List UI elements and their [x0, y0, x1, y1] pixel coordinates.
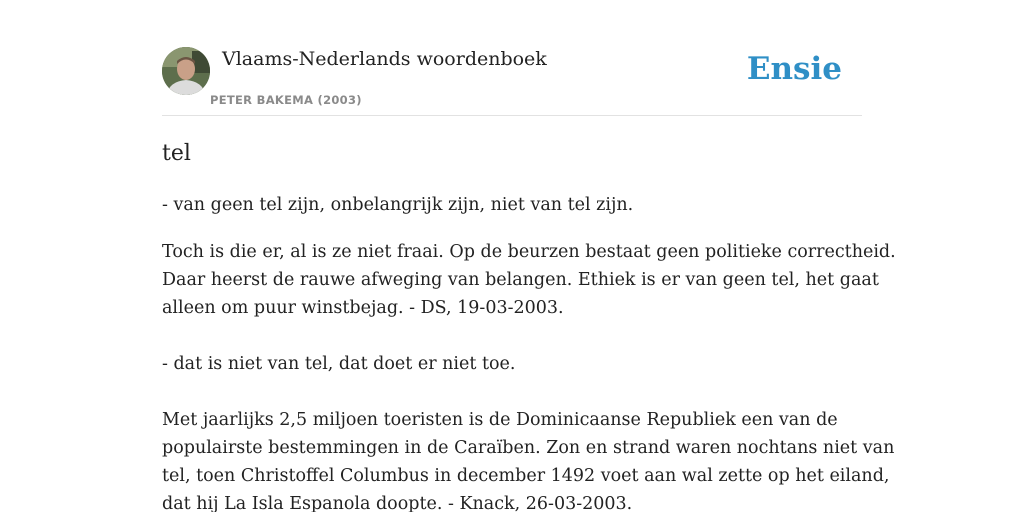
dictionary-title[interactable]: Vlaams-Nederlands woordenboek: [222, 48, 547, 70]
example-1-line: Daar heerst de rauwe afweging van belangen. Ethiek is er van geen tel, het gaat: [162, 270, 879, 290]
person-photo-icon: [162, 47, 210, 95]
definition-2: - dat is niet van tel, dat doet er niet toe.: [162, 354, 516, 374]
example-2: [162, 406, 895, 512]
example-2-line: dat hij La Isla Espanola doopte. - Knack, 26-03-2003.: [162, 494, 633, 512]
entry-header: [162, 46, 862, 116]
blank-line: [162, 378, 862, 406]
author-name[interactable]: PETER BAKEMA (2003): [210, 93, 362, 107]
entry-content: [162, 138, 896, 512]
example-1-line: alleen om puur winstbejag. - DS, 19-03-2003.: [162, 298, 564, 318]
definition-1: - van geen tel zijn, onbelangrijk zijn, niet van tel zijn.: [162, 195, 634, 215]
example-2-line: tel, toen Christoffel Columbus in december 1492 voet aan wal zette op het eiland,: [162, 466, 890, 486]
example-2-line: populairste bestemmingen in de Caraïben. Zon en strand waren nochtans niet van: [162, 438, 895, 458]
example-1-line: Toch is die er, al is ze niet fraai. Op de beurzen bestaat geen politieke correctheid.: [162, 242, 896, 262]
headword: tel: [162, 141, 191, 166]
ensie-logo[interactable]: Ensie: [746, 51, 842, 87]
example-1: [162, 238, 896, 322]
blank-line: [162, 322, 862, 350]
example-2-line: Met jaarlijks 2,5 miljoen toeristen is de Dominicaanse Republiek een van de: [162, 410, 838, 430]
author-avatar[interactable]: [162, 47, 210, 95]
